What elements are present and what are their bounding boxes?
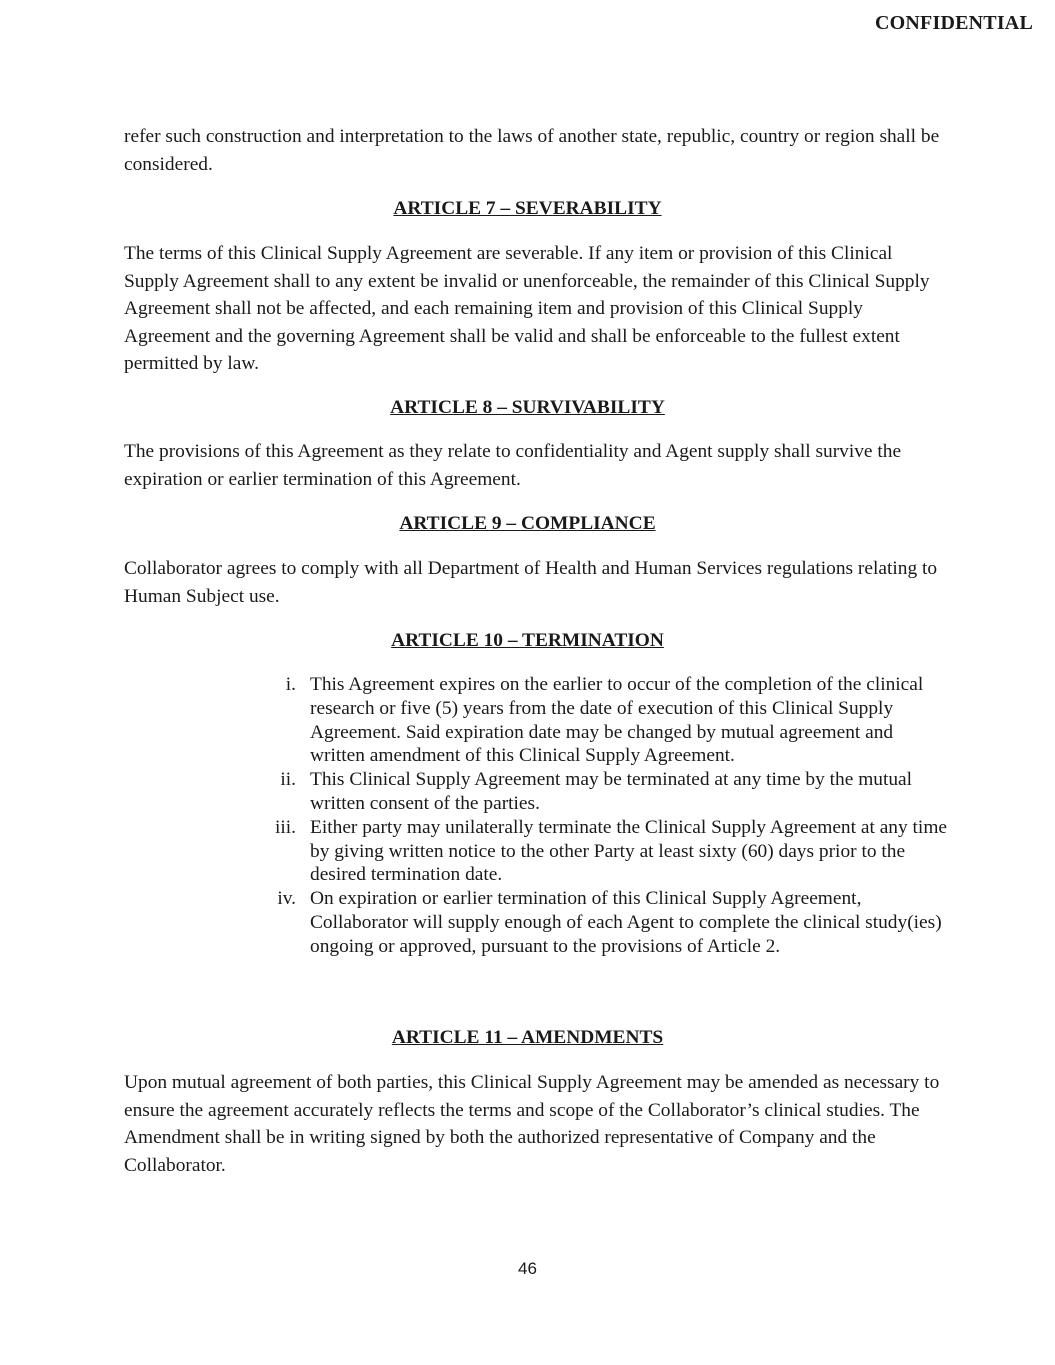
termination-item-number: i.	[285, 674, 296, 695]
termination-item-text: Either party may unilaterally terminate the Clinical Supply Agreement at any time by giving written notice to the other Party at least sixty (60) days prior to the desired termination date.	[310, 816, 948, 886]
termination-item-text: On expiration or earlier termination of this Clinical Supply Agreement, Collaborator will supply enough of each Agent to complete the clinical study(ies) ongoing or approved, pursuant to the provisions of Article 2.	[310, 888, 942, 957]
article-7-heading: ARTICLE 7 – SEVERABILITY	[393, 198, 662, 219]
article-11-heading: ARTICLE 11 – AMENDMENTS	[391, 1027, 664, 1048]
article-9-heading: ARTICLE 9 – COMPLIANCE	[399, 513, 656, 534]
termination-item-text: This Clinical Supply Agreement may be terminated at any time by the mutual written consent of the parties.	[310, 769, 913, 814]
article-8-heading: ARTICLE 8 – SURVIVABILITY	[390, 397, 665, 418]
confidential-label: CONFIDENTIAL	[875, 12, 1033, 34]
article-8-body: The provisions of this Agreement as they relate to confidentiality and Agent supply shall survive the expiration or earlier termination of this Agreement.	[124, 441, 902, 490]
article-10-heading: ARTICLE 10 – TERMINATION	[391, 630, 664, 651]
termination-item-number: iv.	[277, 888, 296, 910]
termination-item-iii	[258, 816, 948, 887]
termination-item-number: iii.	[274, 816, 296, 838]
termination-item-text: This Agreement expires on the earlier to occur of the completion of the clinical research or five (5) years from the date of execution of this Clinical Supply Agreement. Said expiration date may be changed by mutual agreement and written amendment of this Clinical Supply Agreement.	[310, 674, 924, 767]
termination-item-iv	[258, 887, 948, 958]
termination-item-ii	[258, 768, 948, 816]
termination-item-number: ii.	[280, 769, 296, 791]
page-number: 46	[518, 1259, 537, 1278]
article-7-body: The terms of this Clinical Supply Agreement are severable. If any item or provision of this Clinical Supply Agreement shall to any extent be invalid or unenforceable, the remainder of this Clinical Supply Agreement shall not be affected, and each remaining item and provision of this Clinical Supply Agreement and the governing Agreement shall be valid and shall be enforceable to the fullest extent permitted by law.	[124, 243, 930, 374]
article-9-body: Collaborator agrees to comply with all Department of Health and Human Services regulations relating to Human Subject use.	[124, 558, 938, 607]
termination-item-i	[258, 673, 948, 768]
termination-list	[258, 673, 948, 959]
article-11-body: Upon mutual agreement of both parties, this Clinical Supply Agreement may be amended as necessary to ensure the agreement accurately reflects the terms and scope of the Collaborator’s clinical studies. The Amendment shall be in writing signed by both the authorized representative of Company and the Collaborator.	[124, 1072, 940, 1176]
intro-paragraph: refer such construction and interpretation to the laws of another state, republic, country or region shall be considered.	[124, 126, 940, 175]
